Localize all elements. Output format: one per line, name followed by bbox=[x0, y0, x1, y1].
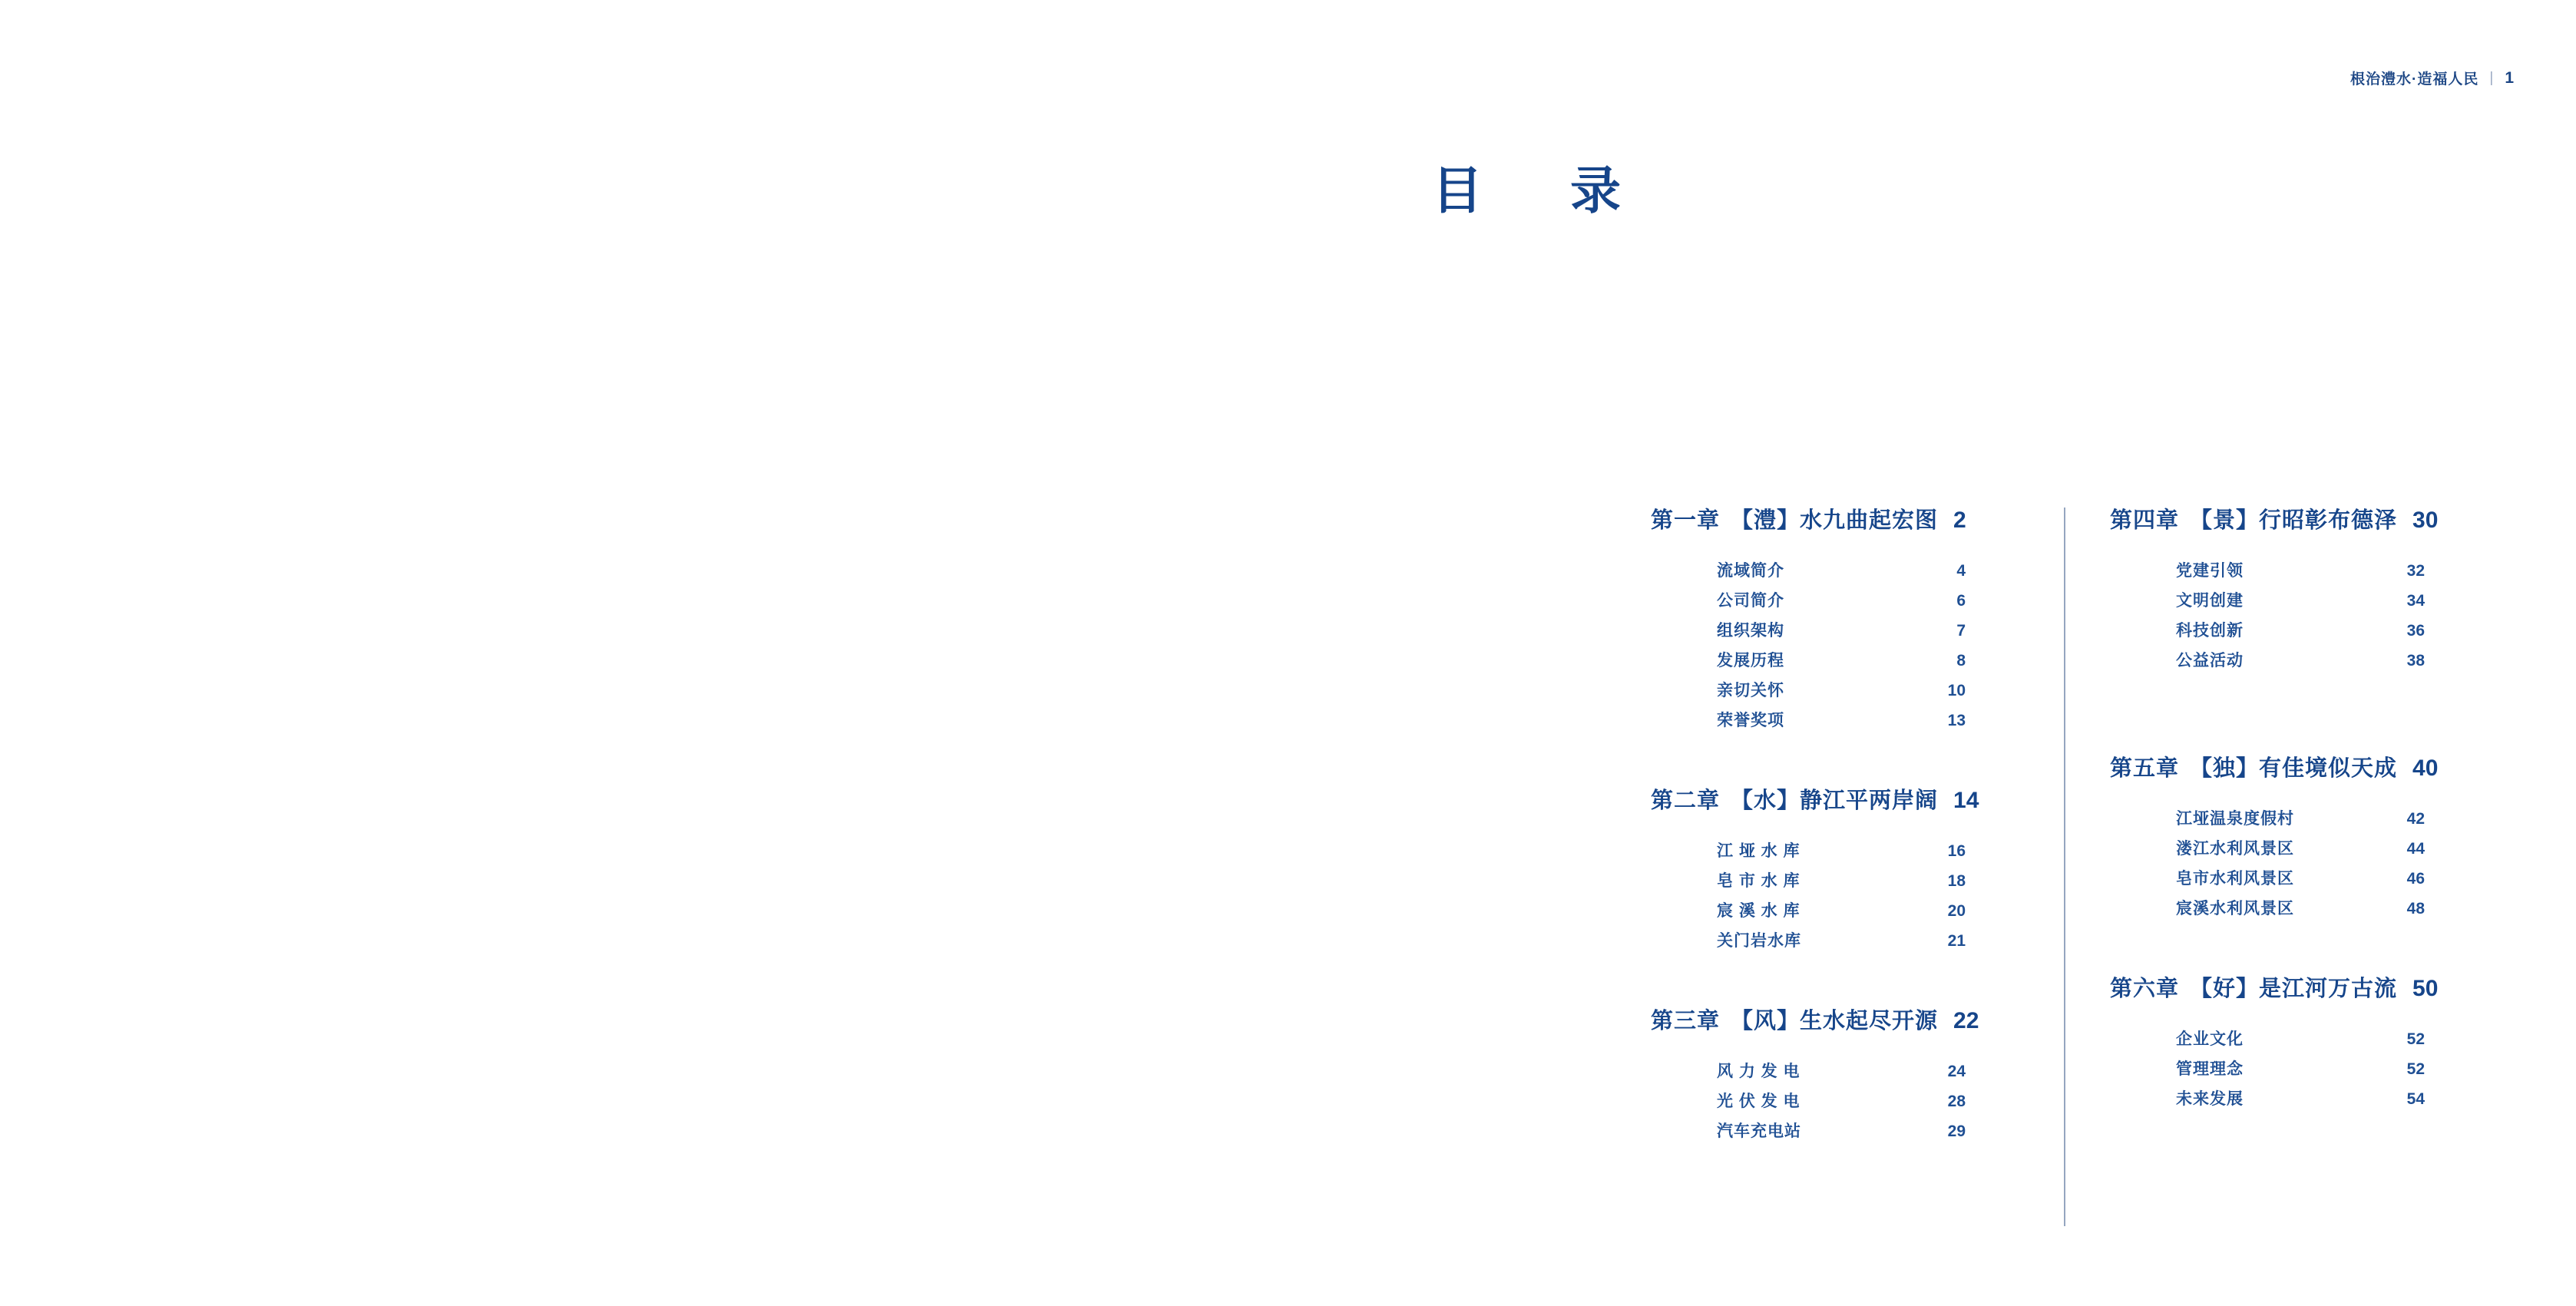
chapter-entries bbox=[2110, 556, 2471, 676]
list-item[interactable] bbox=[1717, 896, 1966, 926]
entry-page-number: 48 bbox=[2406, 900, 2425, 918]
chapter-label: 第五章 bbox=[2110, 756, 2180, 781]
entry-page-number: 28 bbox=[1947, 1093, 1966, 1110]
entry-title: 皂市水利风景区 bbox=[2176, 870, 2294, 888]
list-item[interactable] bbox=[1717, 836, 1966, 866]
entry-page-number: 18 bbox=[1947, 872, 1966, 890]
entry-title: 管理理念 bbox=[2176, 1060, 2244, 1078]
entry-page-number: 10 bbox=[1947, 682, 1966, 699]
chapter-heading[interactable] bbox=[1651, 783, 2012, 815]
entry-title: 组织架构 bbox=[1717, 622, 1784, 640]
chapter-entries bbox=[1651, 1056, 2012, 1146]
entry-title: 宸 溪 水 库 bbox=[1717, 902, 1801, 920]
entry-title: 未来发展 bbox=[2176, 1090, 2244, 1108]
list-item[interactable] bbox=[1717, 676, 1966, 706]
list-item[interactable] bbox=[1717, 556, 1966, 586]
chapter-title: 【澧】水九曲起宏图 bbox=[1731, 508, 1939, 533]
chapter-page-number: 2 bbox=[1953, 508, 1966, 533]
entry-title: 发展历程 bbox=[1717, 652, 1784, 670]
chapter-heading[interactable] bbox=[1651, 503, 2012, 534]
entry-page-number: 44 bbox=[2406, 840, 2425, 858]
chapter-entries bbox=[1651, 556, 2012, 736]
entry-page-number: 29 bbox=[1947, 1122, 1966, 1140]
toc-chapter bbox=[2110, 503, 2471, 676]
chapter-title: 【水】静江平两岸阔 bbox=[1731, 789, 1939, 813]
entry-page-number: 21 bbox=[1947, 932, 1966, 950]
chapter-heading[interactable] bbox=[2110, 503, 2471, 534]
running-head-text: 根治澧水·造福人民 bbox=[2350, 71, 2479, 88]
chapter-label: 第四章 bbox=[2110, 508, 2180, 533]
list-item[interactable] bbox=[2176, 616, 2425, 646]
chapter-page-number: 14 bbox=[1953, 788, 1979, 813]
entry-title: 党建引领 bbox=[2176, 562, 2244, 580]
entry-page-number: 13 bbox=[1947, 712, 1966, 729]
entry-title: 风 力 发 电 bbox=[1717, 1063, 1801, 1080]
toc-chapter bbox=[2110, 751, 2471, 924]
entry-title: 江垭温泉度假村 bbox=[2176, 810, 2294, 828]
entry-title: 公益活动 bbox=[2176, 652, 2244, 670]
chapter-page-number: 40 bbox=[2412, 755, 2439, 781]
list-item[interactable] bbox=[2176, 864, 2425, 894]
toc-chapter bbox=[1651, 783, 2012, 956]
entry-page-number: 52 bbox=[2406, 1060, 2425, 1078]
running-head bbox=[2350, 68, 2515, 88]
entry-title: 科技创新 bbox=[2176, 622, 2244, 640]
entry-title: 汽车充电站 bbox=[1717, 1122, 1801, 1140]
chapter-title: 【独】有佳境似天成 bbox=[2190, 756, 2398, 781]
entry-page-number: 54 bbox=[2406, 1090, 2425, 1108]
list-item[interactable] bbox=[1717, 926, 1966, 956]
chapter-page-number: 30 bbox=[2412, 508, 2439, 533]
list-item[interactable] bbox=[1717, 706, 1966, 736]
chapter-title: 【景】行昭彰布德泽 bbox=[2190, 508, 2398, 533]
entry-page-number: 6 bbox=[1956, 592, 1966, 610]
column-divider bbox=[2064, 508, 2065, 1226]
chapter-label: 第二章 bbox=[1651, 789, 1721, 813]
entry-page-number: 24 bbox=[1947, 1063, 1966, 1080]
chapter-entries bbox=[2110, 804, 2471, 924]
entry-title: 溇江水利风景区 bbox=[2176, 840, 2294, 858]
list-item[interactable] bbox=[1717, 866, 1966, 896]
chapter-heading[interactable] bbox=[2110, 751, 2471, 782]
entry-page-number: 46 bbox=[2406, 870, 2425, 888]
toc-chapter bbox=[1651, 1003, 2012, 1146]
entry-page-number: 7 bbox=[1956, 622, 1966, 640]
entry-page-number: 16 bbox=[1947, 842, 1966, 860]
entry-page-number: 52 bbox=[2406, 1030, 2425, 1048]
list-item[interactable] bbox=[1717, 646, 1966, 676]
entry-title: 关门岩水库 bbox=[1717, 932, 1801, 950]
list-item[interactable] bbox=[2176, 1024, 2425, 1054]
list-item[interactable] bbox=[2176, 894, 2425, 924]
toc-column-left bbox=[1651, 503, 2012, 1146]
chapter-title: 【好】是江河万古流 bbox=[2190, 977, 2398, 1001]
toc-chapter bbox=[2110, 971, 2471, 1114]
entry-page-number: 42 bbox=[2406, 810, 2425, 828]
entry-page-number: 34 bbox=[2406, 592, 2425, 610]
chapter-entries bbox=[2110, 1024, 2471, 1114]
entry-title: 宸溪水利风景区 bbox=[2176, 900, 2294, 918]
chapter-page-number: 50 bbox=[2412, 976, 2439, 1001]
entry-title: 江 垭 水 库 bbox=[1717, 842, 1801, 860]
toc-chapter bbox=[1651, 503, 2012, 736]
list-item[interactable] bbox=[2176, 556, 2425, 586]
entry-page-number: 4 bbox=[1956, 562, 1966, 580]
chapter-heading[interactable] bbox=[1651, 1003, 2012, 1035]
entry-title: 皂 市 水 库 bbox=[1717, 872, 1801, 890]
list-item[interactable] bbox=[1717, 586, 1966, 616]
running-head-separator: | bbox=[2489, 69, 2495, 86]
list-item[interactable] bbox=[1717, 616, 1966, 646]
list-item[interactable] bbox=[2176, 834, 2425, 864]
list-item[interactable] bbox=[2176, 586, 2425, 616]
entry-title: 公司简介 bbox=[1717, 592, 1784, 610]
entry-title: 文明创建 bbox=[2176, 592, 2244, 610]
chapter-title: 【风】生水起尽开源 bbox=[1731, 1009, 1939, 1033]
entry-title: 流域简介 bbox=[1717, 562, 1784, 580]
page-title: 目 录 bbox=[1432, 162, 1639, 219]
entry-page-number: 8 bbox=[1956, 652, 1966, 670]
list-item[interactable] bbox=[2176, 646, 2425, 676]
entry-title: 企业文化 bbox=[2176, 1030, 2244, 1048]
chapter-entries bbox=[1651, 836, 2012, 956]
chapter-label: 第三章 bbox=[1651, 1009, 1721, 1033]
chapter-label: 第六章 bbox=[2110, 977, 2180, 1001]
entry-page-number: 32 bbox=[2406, 562, 2425, 580]
entry-title: 亲切关怀 bbox=[1717, 682, 1784, 699]
list-item[interactable] bbox=[2176, 804, 2425, 834]
list-item[interactable] bbox=[2176, 1084, 2425, 1114]
list-item[interactable] bbox=[1717, 1056, 1966, 1086]
entry-title: 光 伏 发 电 bbox=[1717, 1093, 1801, 1110]
entry-page-number: 36 bbox=[2406, 622, 2425, 640]
chapter-label: 第一章 bbox=[1651, 508, 1721, 533]
entry-page-number: 20 bbox=[1947, 902, 1966, 920]
list-item[interactable] bbox=[1717, 1116, 1966, 1146]
entry-page-number: 38 bbox=[2406, 652, 2425, 670]
chapter-heading[interactable] bbox=[2110, 971, 2471, 1003]
entry-title: 荣誉奖项 bbox=[1717, 712, 1784, 729]
list-item[interactable] bbox=[2176, 1054, 2425, 1084]
list-item[interactable] bbox=[1717, 1086, 1966, 1116]
toc-columns bbox=[1651, 503, 2471, 1146]
chapter-page-number: 22 bbox=[1953, 1008, 1979, 1033]
toc-column-right bbox=[2064, 503, 2471, 1114]
running-head-page-number: 1 bbox=[2505, 68, 2515, 87]
